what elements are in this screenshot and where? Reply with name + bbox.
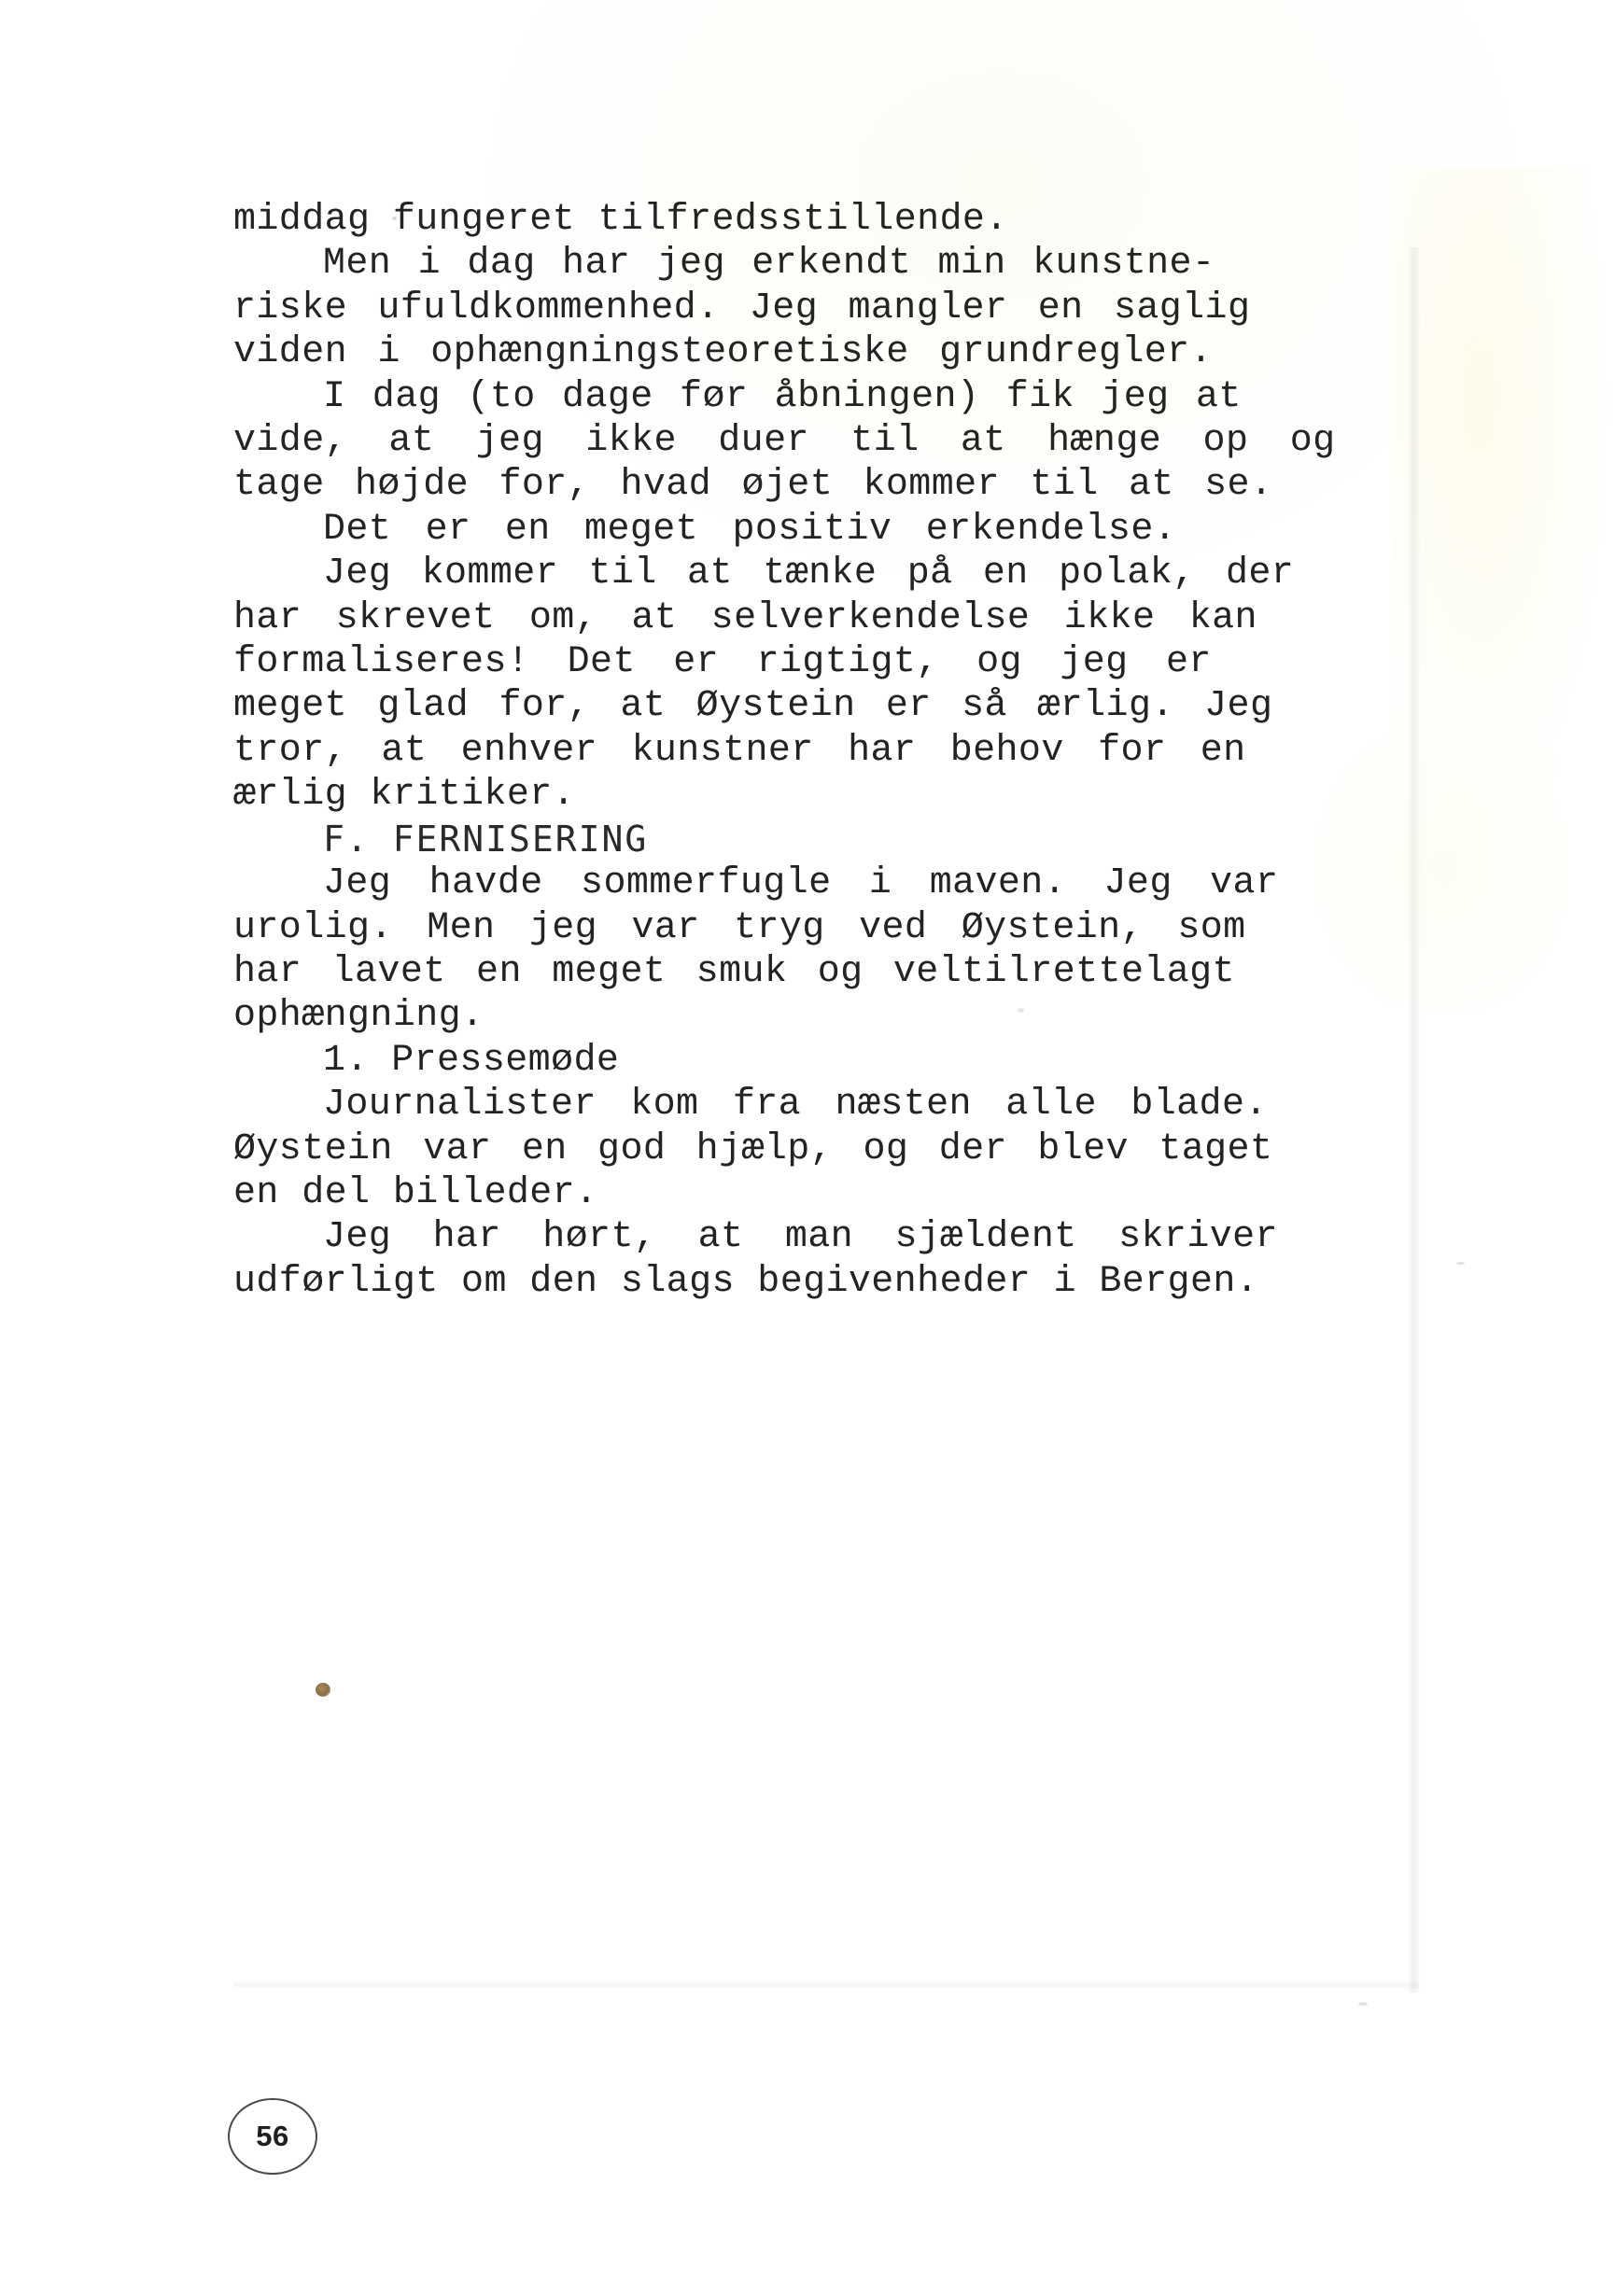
body-line: vide, at jeg ikke duer til at hænge op og bbox=[233, 420, 1336, 463]
section-line: har lavet en meget smuk og veltilrettelagt bbox=[233, 950, 1235, 993]
body-line: Men i dag har jeg erkendt min kunstne- bbox=[323, 243, 1215, 286]
body-line: ærlig kritiker. bbox=[233, 774, 576, 817]
subsection-line: Øystein var en god hjælp, og der blev taget bbox=[233, 1127, 1273, 1170]
closing-line: udførligt om den slags begivenheder i Bergen. bbox=[233, 1260, 1259, 1303]
section-line: Jeg havde sommerfugle i maven. Jeg var bbox=[323, 862, 1279, 905]
page-number-badge bbox=[228, 2098, 317, 2175]
body-line: middag fungeret tilfredsstillende. bbox=[233, 199, 1008, 241]
section-line: ophængning. bbox=[233, 995, 484, 1038]
body-line: viden i ophængningsteoretiske grundregler. bbox=[233, 331, 1213, 374]
body-line: har skrevet om, at selverkendelse ikke kan bbox=[233, 596, 1257, 639]
subsection-line: Journalister kom fra næsten alle blade. bbox=[323, 1084, 1268, 1127]
closing-line: Jeg har hørt, at man sjældent skriver bbox=[323, 1216, 1278, 1259]
body-line: formaliseres! Det er rigtigt, og jeg er bbox=[233, 641, 1212, 684]
body-line: Det er en meget positiv erkendelse. bbox=[323, 508, 1177, 551]
subsection-line: en del billeder. bbox=[233, 1171, 598, 1214]
section-heading: F. FERNISERING bbox=[323, 818, 649, 860]
body-line: riske ufuldkommenhed. Jeg mangler en saglig bbox=[233, 287, 1251, 329]
body-line: tror, at enhver kunstner har behov for en bbox=[233, 729, 1246, 772]
body-line: tage højde for, hvad øjet kommer til at se. bbox=[233, 464, 1273, 507]
body-line: Jeg kommer til at tænke på en polak, der bbox=[323, 553, 1295, 595]
body-line: meget glad for, at Øystein er så ærlig. Jeg bbox=[233, 685, 1273, 728]
body-line: I dag (to dage før åbningen) fik jeg at bbox=[323, 375, 1242, 418]
section-line: urolig. Men jeg var tryg ved Øystein, som bbox=[233, 906, 1246, 949]
page-number-label: 56 bbox=[256, 2119, 289, 2152]
subsection-heading: 1. Pressemøde bbox=[323, 1039, 620, 1082]
page-text-body bbox=[233, 198, 1421, 1304]
